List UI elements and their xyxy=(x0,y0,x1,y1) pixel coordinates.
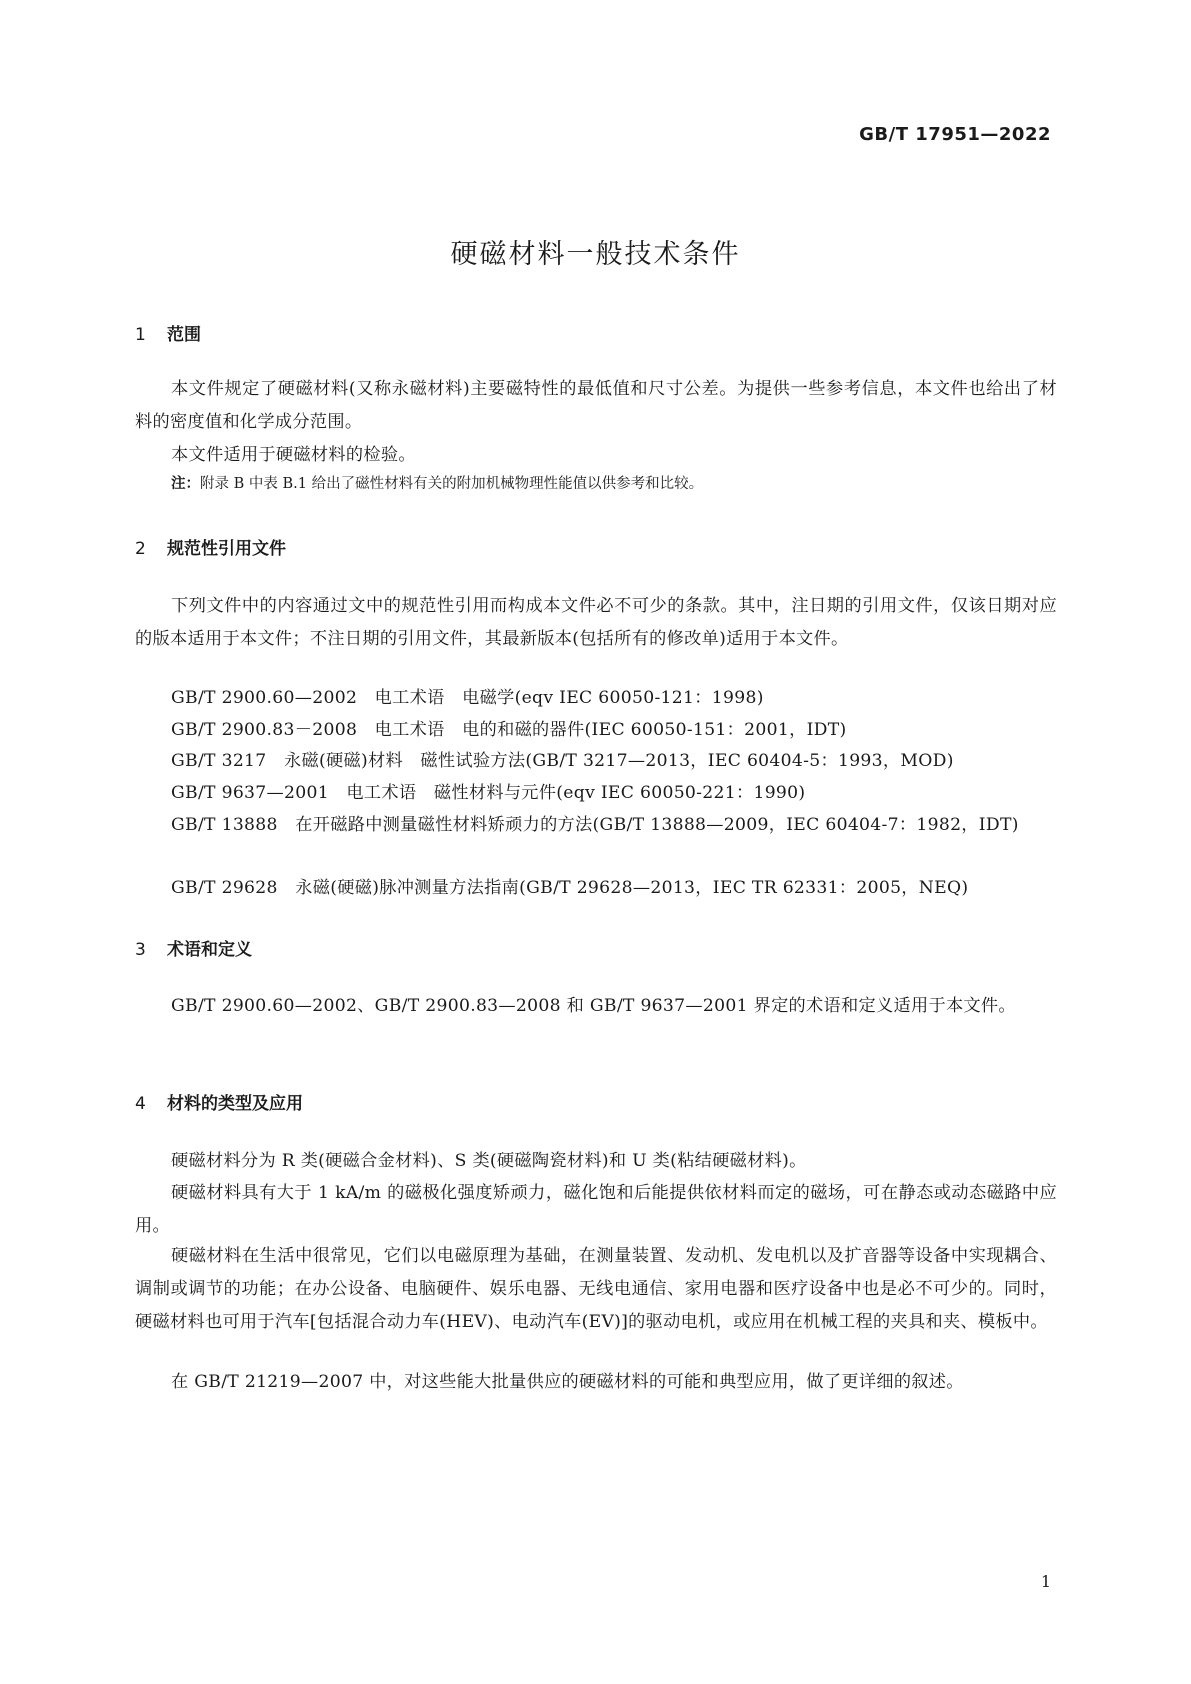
ref-item: GB/T 13888 在开磁路中测量磁性材料矫顽力的方法(GB/T 13888—2009，IEC 60404-7：1982，IDT) xyxy=(171,815,1019,835)
ref-item: GB/T 2900.60—2002 电工术语 电磁学(eqv IEC 60050-121：1998) xyxy=(171,688,764,708)
document-title: 硬磁材料一般技术条件 xyxy=(450,239,741,270)
section-title: 规范性引用文件 xyxy=(167,539,286,559)
scope-note xyxy=(171,472,703,496)
section-title: 范围 xyxy=(167,325,201,345)
section-3-heading xyxy=(135,935,252,960)
ref-item: GB/T 9637—2001 电工术语 磁性材料与元件(eqv IEC 60050-221：1990) xyxy=(171,783,806,803)
section-number: 1 xyxy=(135,325,146,345)
scope-paragraph-2: 本文件适用于硬磁材料的检验。 xyxy=(171,445,416,465)
note-label: 注： xyxy=(171,476,200,492)
page-number: 1 xyxy=(1040,1572,1051,1591)
ref-item: GB/T 2900.83－2008 电工术语 电的和磁的器件(IEC 60050-151：2001，IDT) xyxy=(171,720,847,740)
section-number: 2 xyxy=(135,539,146,559)
standard-code: GB/T 17951—2022 xyxy=(859,124,1051,145)
scope-paragraph-1: 本文件规定了硬磁材料(又称永磁材料)主要磁特性的最低值和尺寸公差。为提供一些参考信息，本文件也给出了材料的密度值和化学成分范围。 xyxy=(135,379,1057,432)
types-paragraph-2: 硬磁材料具有大于 1 kA/m 的磁极化强度矫顽力，磁化饱和后能提供依材料而定的磁场，可在静态或动态磁路中应用。 xyxy=(135,1183,1057,1236)
note-text: 附录 B 中表 B.1 给出了磁性材料有关的附加机械物理性能值以供参考和比较。 xyxy=(200,476,704,492)
section-title: 材料的类型及应用 xyxy=(167,1094,303,1114)
section-1-heading xyxy=(135,320,201,345)
section-2-heading xyxy=(135,534,286,559)
types-paragraph-1: 硬磁材料分为 R 类(硬磁合金材料)、S 类(硬磁陶瓷材料)和 U 类(粘结硬磁材料)。 xyxy=(171,1151,807,1171)
section-title: 术语和定义 xyxy=(167,940,252,960)
types-paragraph-4: 在 GB/T 21219—2007 中，对这些能大批量供应的硬磁材料的可能和典型应用，做了更详细的叙述。 xyxy=(171,1372,964,1392)
refs-intro: 下列文件中的内容通过文中的规范性引用而构成本文件必不可少的条款。其中，注日期的引用文件，仅该日期对应的版本适用于本文件；不注日期的引用文件，其最新版本(包括所有的修改单)适用于本文件。 xyxy=(135,596,1057,649)
section-4-heading xyxy=(135,1089,303,1114)
ref-item: GB/T 3217 永磁(硬磁)材料 磁性试验方法(GB/T 3217—2013，IEC 60404-5：1993，MOD) xyxy=(171,751,954,771)
ref-item: GB/T 29628 永磁(硬磁)脉冲测量方法指南(GB/T 29628—2013，IEC TR 62331：2005，NEQ) xyxy=(171,878,969,898)
section-number: 4 xyxy=(135,1094,146,1114)
section-number: 3 xyxy=(135,940,146,960)
types-paragraph-3: 硬磁材料在生活中很常见，它们以电磁原理为基础，在测量装置、发动机、发电机以及扩音器等设备中实现耦合、调制或调节的功能；在办公设备、电脑硬件、娱乐电器、无线电通信、家用电器和医疗设备中也是必不可少的。同时，硬磁材料也可用于汽车[包括混合动力车(HEV)、电动汽车(EV)]的驱动电机，或应用在机械工程的夹具和夹、模板中。 xyxy=(135,1246,1057,1332)
terms-paragraph: GB/T 2900.60—2002、GB/T 2900.83—2008 和 GB/T 9637—2001 界定的术语和定义适用于本文件。 xyxy=(171,996,1016,1016)
